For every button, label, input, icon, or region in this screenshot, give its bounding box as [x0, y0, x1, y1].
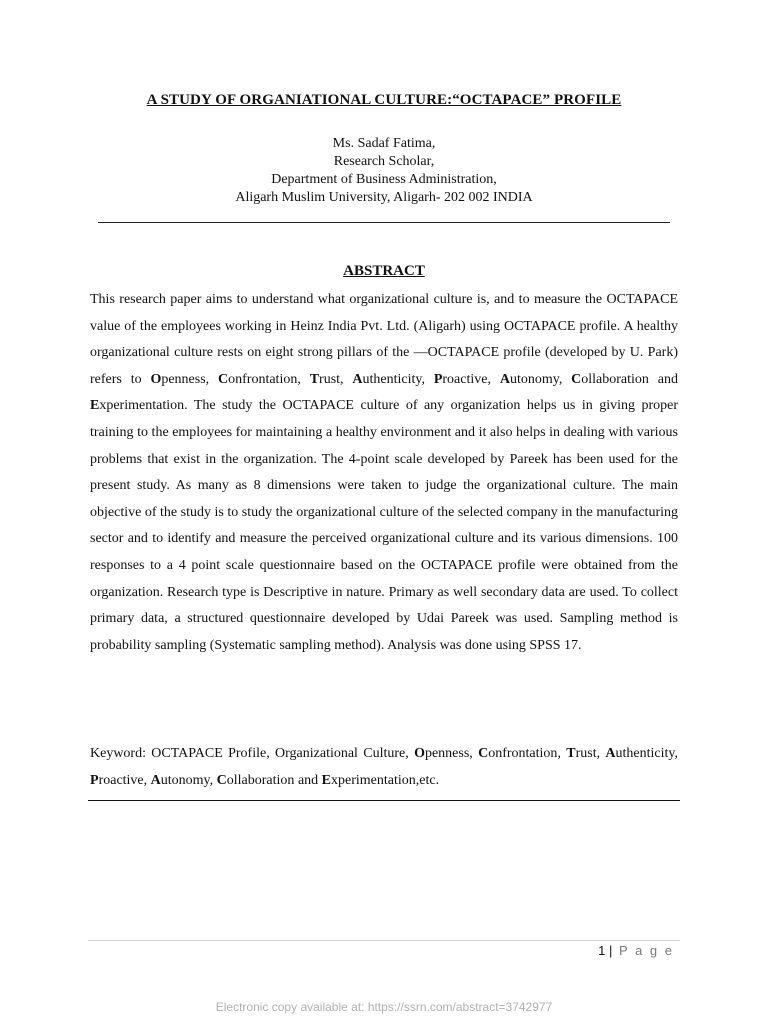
- value-initial: C: [571, 371, 582, 387]
- value-separator: ,: [557, 746, 567, 761]
- value-rest: roactive: [442, 371, 488, 387]
- value-rest: onfrontation: [488, 746, 558, 761]
- footer-divider: [88, 940, 680, 941]
- value-separator: ,: [469, 746, 479, 761]
- value-rest: uthenticity: [615, 746, 675, 761]
- author-name: Ms. Sadaf Fatima,: [332, 136, 436, 151]
- value-separator: .: [184, 398, 188, 414]
- value-initial: A: [352, 371, 363, 387]
- value-initial: C: [216, 772, 227, 788]
- value-separator: ,: [297, 371, 310, 387]
- abstract-paragraph: [90, 287, 678, 659]
- value-initial: A: [150, 772, 161, 788]
- value-rest: penness: [161, 371, 206, 387]
- value-separator: and: [294, 772, 322, 788]
- value-separator: ,: [421, 371, 434, 387]
- value-rest: ollaboration: [581, 371, 649, 387]
- value-initial: A: [499, 371, 510, 387]
- page-separator: |: [609, 943, 613, 958]
- value-separator: ,: [340, 371, 353, 387]
- value-initial: O: [414, 746, 425, 761]
- value-rest: uthenticity: [362, 371, 422, 387]
- ssrn-notice: Electronic copy available at: https://ssrn.com/abstract=3742977: [215, 1000, 553, 1014]
- paper-title: A STUDY OF ORGANIATIONAL CULTURE:“OCTAPACE” PROFILE: [146, 92, 622, 108]
- value-initial: O: [150, 371, 162, 387]
- value-separator: ,: [674, 746, 678, 761]
- value-rest: onfrontation: [228, 371, 298, 387]
- value-rest: utonomy: [509, 371, 559, 387]
- page-number: 1: [598, 943, 606, 958]
- value-rest: roactive: [98, 772, 144, 788]
- value-rest: xperimentation: [331, 772, 416, 788]
- value-initial: A: [605, 746, 616, 761]
- value-separator: ,: [596, 746, 606, 761]
- author-affiliation: Aligarh Muslim University, Aligarh- 202 002 INDIA: [235, 190, 533, 205]
- value-initial: P: [433, 371, 443, 387]
- abstract-bottom-divider: [88, 800, 680, 801]
- header-divider: [98, 222, 670, 223]
- value-initial: T: [566, 746, 576, 761]
- value-initial: E: [321, 772, 331, 788]
- value-separator: ,: [558, 371, 572, 387]
- keywords-paragraph: [90, 741, 678, 794]
- page-number-footer: [598, 943, 674, 958]
- author-block: [0, 135, 768, 207]
- abstract-text-lead: This research paper aims to understand what organizational culture is, and to measure the OCTAPACE value of the employees working in Heinz India Pvt. Ltd. (Aligarh) using OCTAPACE profile. A healthy organizational culture rests on eight strong pillars of the —OCTAPACE profile (developed by U. Park) refers to: [90, 292, 678, 387]
- value-initial: C: [218, 371, 229, 387]
- value-separator: ,etc.: [415, 772, 440, 788]
- value-rest: utonomy: [160, 772, 210, 788]
- value-rest: rust: [319, 371, 341, 387]
- value-separator: and: [648, 371, 678, 387]
- value-separator: ,: [209, 772, 217, 788]
- value-rest: ollaboration: [226, 772, 295, 788]
- value-separator: ,: [143, 772, 151, 788]
- value-rest: penness: [424, 746, 470, 761]
- value-initial: T: [309, 371, 320, 387]
- keywords-lead: Keyword: OCTAPACE Profile, Organizational Culture,: [90, 746, 415, 761]
- page-label: P a g e: [619, 943, 674, 958]
- value-separator: ,: [205, 371, 218, 387]
- value-rest: rust: [575, 746, 597, 761]
- value-initial: C: [478, 746, 489, 761]
- value-rest: xperimentation: [99, 398, 185, 414]
- author-role: Research Scholar,: [333, 154, 435, 169]
- value-initial: P: [90, 772, 99, 788]
- abstract-heading: ABSTRACT: [343, 263, 425, 279]
- value-separator: ,: [487, 371, 500, 387]
- abstract-text-main: The study the OCTAPACE culture of any organization helps us in giving proper training to the employees for maintaining a healthy environment and it also helps in dealing with various problems that exist in the organization. The 4-point scale developed by Pareek has been used for the present study. As many as 8 dimensions were taken to judge the organizational culture. The main objective of the study is to study the organizational culture of the selected company in the manufacturing sector and to identify and measure the perceived organizational culture and its various dimensions. 100 responses to a 4 point scale questionnaire based on the OCTAPACE profile were obtained from the organization. Research type is Descriptive in nature. Primary as well secondary data are used. To collect primary data, a structured questionnaire developed by Udai Pareek was used. Sampling method is probability sampling (Systematic sampling method). Analysis was done using SPSS 17.: [90, 398, 678, 653]
- author-department: Department of Business Administration,: [271, 172, 497, 187]
- value-initial: E: [90, 398, 100, 414]
